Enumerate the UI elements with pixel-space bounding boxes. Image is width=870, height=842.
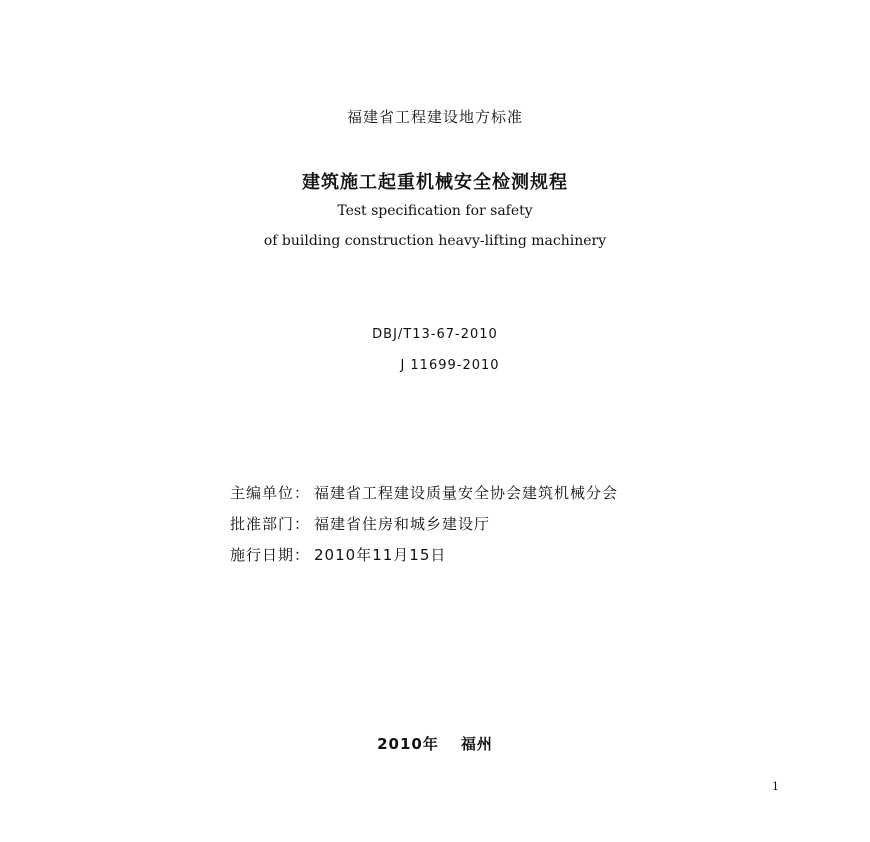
footer-year: 2010年: [377, 735, 439, 753]
meta-row-approver: [230, 513, 490, 534]
meta-value-effective-date: 2010年11月15日: [314, 546, 447, 564]
meta-value-editor: 福建省工程建设质量安全协会建筑机械分会: [314, 484, 619, 502]
meta-value-approver: 福建省住房和城乡建设厅: [314, 515, 491, 533]
document-title-english-line-2: of building construction heavy-lifting machinery: [263, 233, 607, 249]
meta-label-editor: 主编单位：: [230, 484, 311, 502]
meta-label-approver: 批准部门：: [230, 515, 311, 533]
page-number: 1: [772, 780, 779, 793]
meta-label-effective-date: 施行日期：: [230, 546, 311, 564]
document-title-chinese: 建筑施工起重机械安全检测规程: [302, 172, 568, 193]
standard-code-secondary: J 11699-2010: [400, 358, 500, 373]
meta-row-editor: [230, 482, 618, 503]
publication-footer: [0, 733, 870, 754]
standard-series-title: 福建省工程建设地方标准: [346, 108, 523, 126]
meta-row-effective-date: [230, 544, 446, 565]
document-title-english-line-1: Test specification for safety: [337, 203, 533, 219]
footer-city: 福州: [460, 735, 493, 753]
standard-code-primary: DBJ/T13-67-2010: [372, 327, 498, 342]
